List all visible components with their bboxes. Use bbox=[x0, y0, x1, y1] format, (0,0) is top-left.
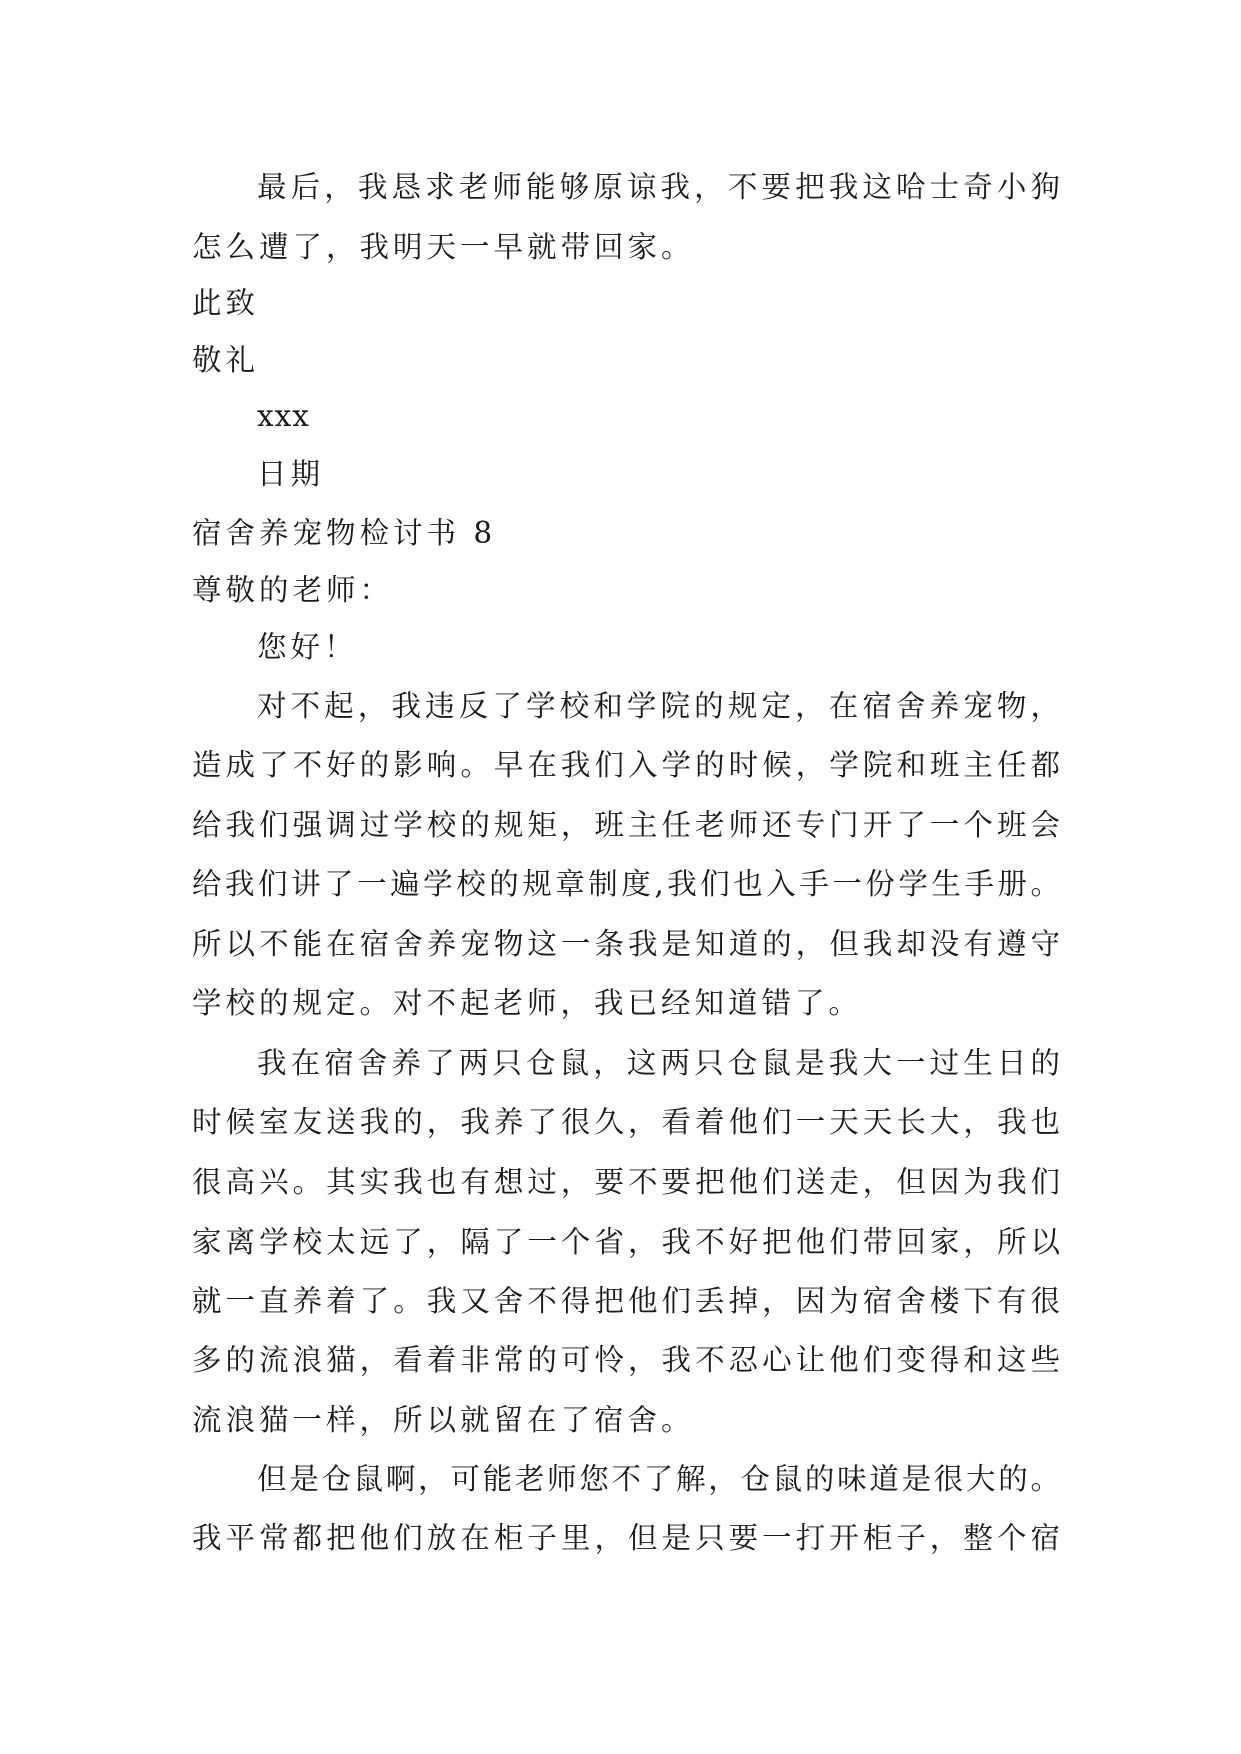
section-title: 宿舍养宠物检讨书 8 bbox=[192, 516, 497, 550]
paragraph-1-line: 学校的规定。对不起老师，我已经知道错了。 bbox=[192, 986, 863, 1020]
salutation-line: 敬礼 bbox=[192, 343, 260, 377]
paragraph-2-line: 时候室友送我的，我养了很久，看着他们一天天长大，我也 bbox=[192, 1105, 1060, 1139]
date-line: 日期 bbox=[257, 457, 325, 491]
paragraph-2-line: 家离学校太远了，隔了一个省，我不好把他们带回家，所以 bbox=[192, 1225, 1060, 1259]
paragraph-1-line: 给我们讲了一遍学校的规章制度,我们也入手一份学生手册。 bbox=[192, 867, 1060, 901]
paragraph-2-line: 多的流浪猫，看着非常的可怜，我不忍心让他们变得和这些 bbox=[192, 1343, 1060, 1377]
paragraph-1-line: 所以不能在宿舍养宠物这一条我是知道的，但我却没有遵守 bbox=[192, 927, 1060, 961]
paragraph-2-line: 流浪猫一样，所以就留在了宿舍。 bbox=[192, 1403, 695, 1437]
paragraph-1-line: 造成了不好的影响。早在我们入学的时候，学院和班主任都 bbox=[192, 748, 1060, 782]
paragraph-1-line: 对不起，我违反了学校和学院的规定，在宿舍养宠物， bbox=[257, 689, 1060, 723]
greeting: 您好！ bbox=[257, 630, 358, 664]
salutation-line: 此致 bbox=[192, 286, 260, 320]
paragraph-2-line: 我在宿舍养了两只仓鼠，这两只仓鼠是我大一过生日的 bbox=[257, 1046, 1060, 1080]
paragraph-3-line: 但是仓鼠啊，可能老师您不了解，仓鼠的味道是很大的。 bbox=[257, 1462, 1060, 1496]
addressee: 尊敬的老师： bbox=[192, 573, 394, 607]
paragraph-3-line: 我平常都把他们放在柜子里，但是只要一打开柜子，整个宿 bbox=[192, 1521, 1060, 1555]
paragraph-2-line: 就一直养着了。我又舍不得把他们丢掉，因为宿舍楼下有很 bbox=[192, 1284, 1060, 1318]
closing-paragraph-line: 最后，我恳求老师能够原谅我，不要把我这哈士奇小狗 bbox=[257, 170, 1060, 204]
paragraph-1-line: 给我们强调过学校的规矩，班主任老师还专门开了一个班会 bbox=[192, 808, 1060, 842]
signature: xxx bbox=[257, 399, 310, 433]
paragraph-2-line: 很高兴。其实我也有想过，要不要把他们送走，但因为我们 bbox=[192, 1165, 1060, 1199]
closing-paragraph-line: 怎么遭了，我明天一早就带回家。 bbox=[192, 230, 695, 264]
